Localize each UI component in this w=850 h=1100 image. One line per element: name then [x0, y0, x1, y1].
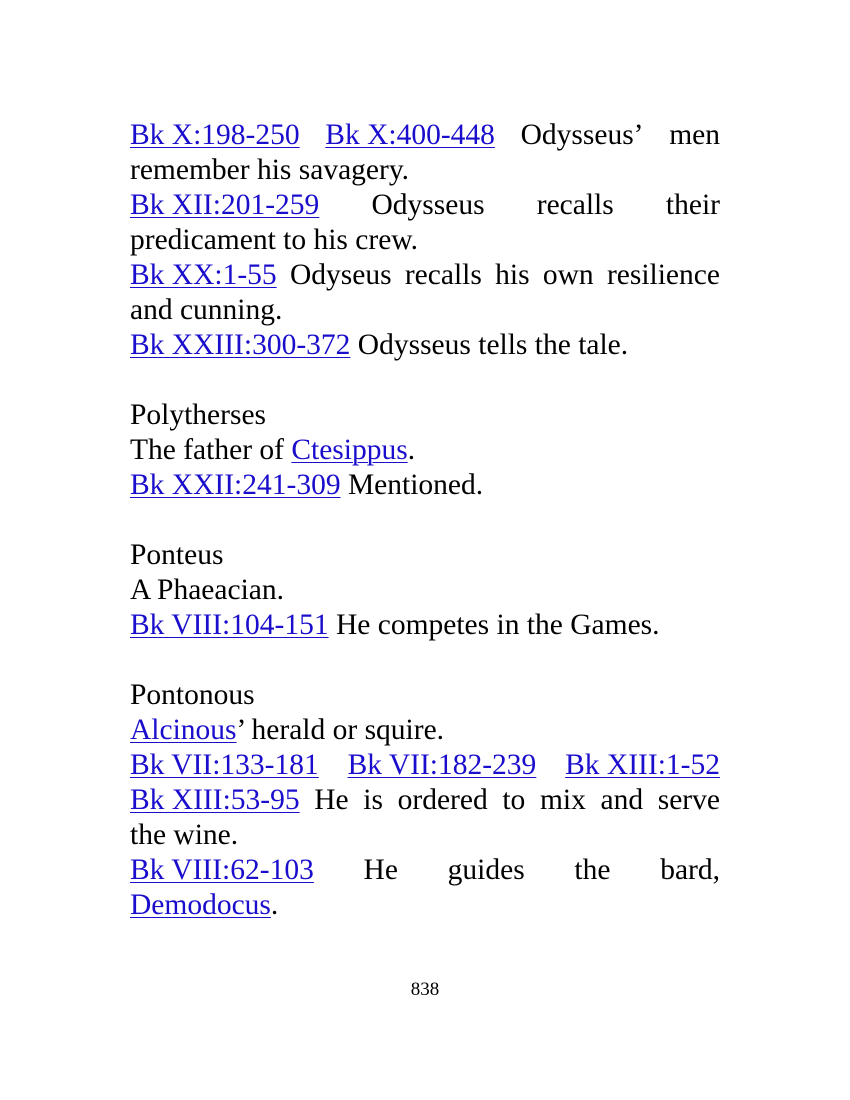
entry-word: resilience: [606, 259, 720, 291]
entry-text: A Phaeacian.: [130, 574, 284, 606]
entry-text: Mentioned.: [340, 469, 484, 501]
character-link[interactable]: Ctesippus: [291, 434, 408, 466]
entry-word: mix: [539, 784, 586, 816]
reference-link[interactable]: Bk XXIII:300-372: [130, 329, 351, 361]
reference-link[interactable]: Bk X:400-448: [325, 119, 495, 151]
reference-link[interactable]: Bk X:198-250: [130, 119, 300, 151]
entry-line: [130, 888, 720, 923]
entry-word: recalls: [404, 259, 482, 291]
entry-text: predicament to his crew.: [130, 224, 419, 256]
entry-word: Odyseus: [289, 259, 392, 291]
entry-text: He competes in the Games.: [328, 609, 660, 641]
spacer: [130, 643, 720, 678]
reference-link[interactable]: Bk XXII:241-309: [130, 469, 341, 501]
reference-link[interactable]: Bk XII:201-259: [130, 189, 320, 221]
entry-text: remember his savagery.: [130, 154, 410, 186]
entry-word: He: [363, 854, 398, 886]
reference-link[interactable]: Bk VII:182-239: [347, 749, 537, 781]
entry-word: He: [314, 784, 349, 816]
entry-line: [130, 468, 720, 503]
page-content: [130, 118, 720, 923]
entry-word: Odysseus: [371, 189, 485, 221]
reference-link[interactable]: Bk VII:133-181: [130, 749, 319, 781]
entry-line: [130, 853, 720, 888]
entry-word: bard,: [660, 854, 720, 886]
entry-word: Odysseus’: [520, 119, 644, 151]
entry-text: and cunning.: [130, 294, 283, 326]
reference-link[interactable]: Bk XX:1-55: [130, 259, 277, 291]
entry-word: to: [502, 784, 526, 816]
entry-line: [130, 258, 720, 293]
entry-text: ’ herald or squire.: [236, 714, 445, 746]
reference-link[interactable]: Bk VIII:104-151: [130, 609, 329, 641]
entry-line: [130, 433, 720, 468]
reference-link[interactable]: Bk VIII:62-103: [130, 854, 314, 886]
entry-word: ordered: [397, 784, 488, 816]
entry-text: Odysseus tells the tale.: [350, 329, 629, 361]
entry-heading: Polytherses: [130, 399, 267, 431]
entry-text: the wine.: [130, 819, 239, 851]
spacer: [130, 363, 720, 398]
spacer: [130, 503, 720, 538]
character-link[interactable]: Demodocus: [130, 889, 271, 921]
entry-word: recalls: [536, 189, 614, 221]
entry-text: .: [407, 434, 416, 466]
entry-word: men: [669, 119, 720, 151]
entry-word: guides: [447, 854, 525, 886]
entry-word: and: [600, 784, 644, 816]
entry-line: [130, 713, 720, 748]
page-number: 838: [410, 979, 440, 1000]
entry-heading: Ponteus: [130, 539, 224, 571]
entry-line: [130, 328, 720, 363]
entry-text: The father of: [130, 434, 292, 466]
reference-link[interactable]: Bk XIII:53-95: [130, 784, 300, 816]
entry-line: [130, 748, 720, 783]
entry-line: [130, 608, 720, 643]
entry-word: their: [665, 189, 720, 221]
entry-word: the: [574, 854, 611, 886]
character-link[interactable]: Alcinous: [130, 714, 237, 746]
entry-heading: Pontonous: [130, 679, 255, 711]
entry-text: .: [270, 889, 279, 921]
entry-word: own: [542, 259, 594, 291]
entry-line: [130, 783, 720, 818]
entry-word: is: [363, 784, 383, 816]
entry-line: [130, 118, 720, 153]
entry-line: [130, 188, 720, 223]
entry-word: his: [495, 259, 530, 291]
reference-link[interactable]: Bk XIII:1-52: [565, 749, 720, 781]
entry-word: serve: [657, 784, 720, 816]
